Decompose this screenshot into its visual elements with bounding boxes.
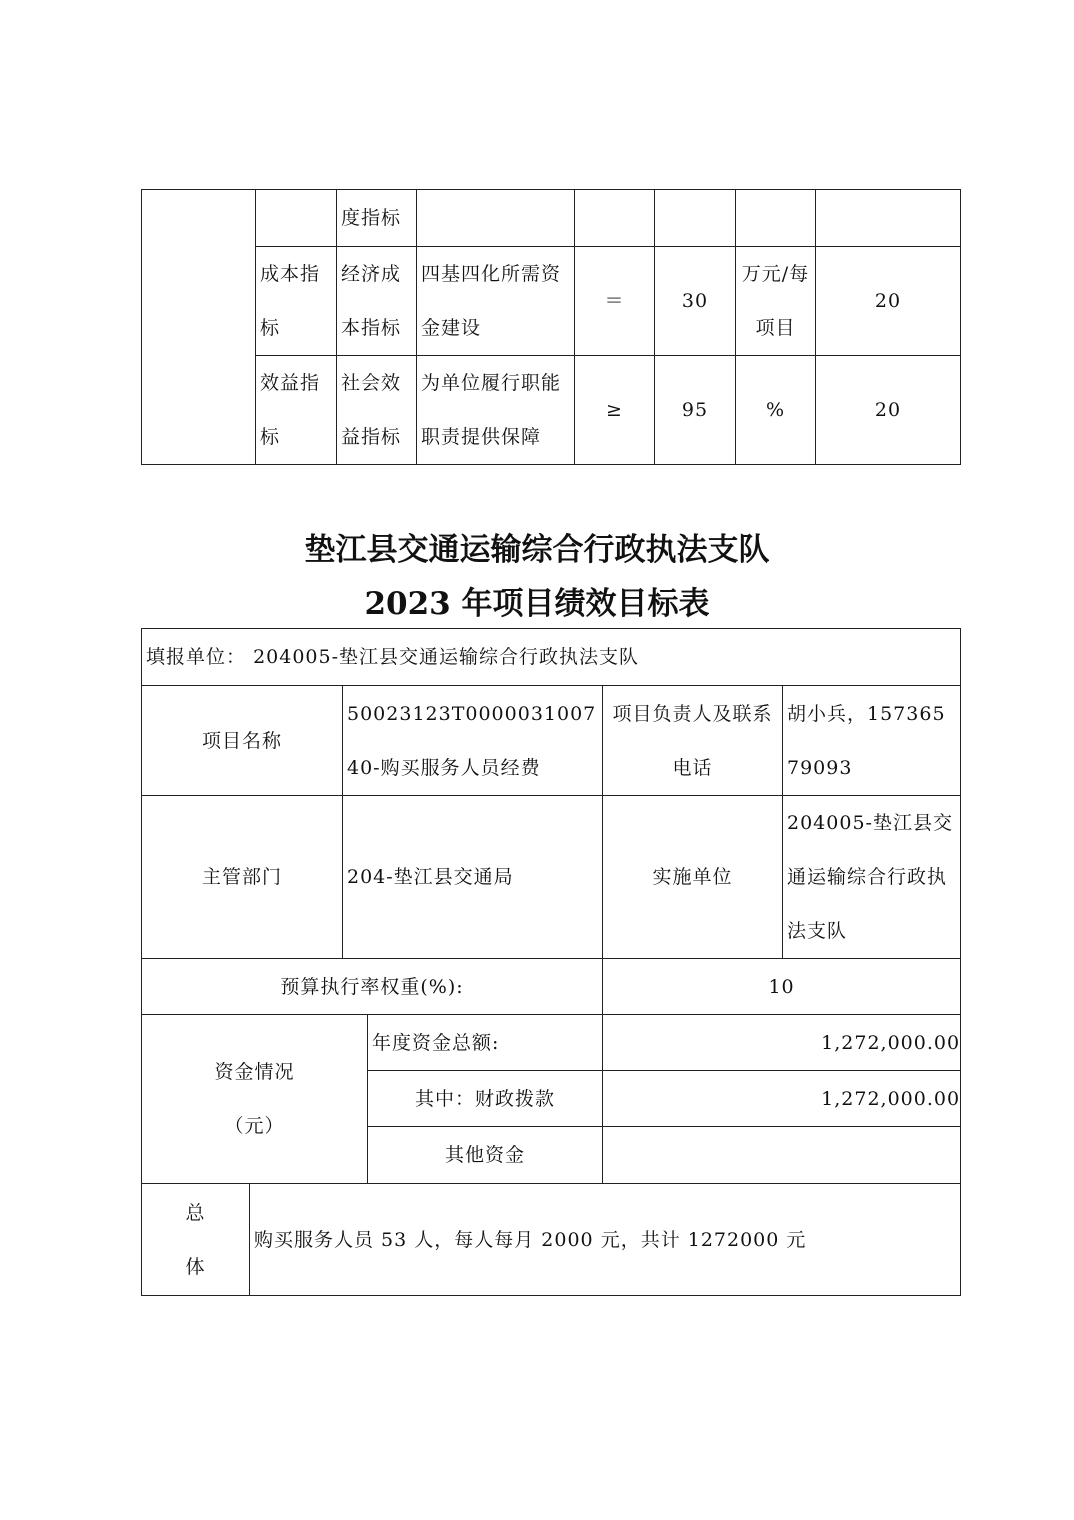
cell-empty: [417, 190, 575, 247]
fiscal-allocation-label: 其中：财政拨款: [368, 1071, 603, 1127]
project-name-value: 50023123T000003100740-购买服务人员经费: [343, 686, 603, 796]
target-value: 30: [655, 247, 736, 356]
level1-indicator: 成本指标: [256, 247, 337, 356]
project-owner-label: 项目负责人及联系电话: [603, 686, 783, 796]
overall-label: [142, 1184, 250, 1296]
project-name-label: 项目名称: [142, 686, 343, 796]
category-cell-empty: [142, 190, 256, 465]
project-owner-value: 胡小兵，15736579093: [783, 686, 961, 796]
operator: ≥: [575, 356, 655, 465]
unit: 万元/每项目: [736, 247, 816, 356]
cell-empty: [736, 190, 816, 247]
implementing-unit-value: 204005-垫江县交通运输综合行政执法支队: [783, 796, 961, 959]
fund-status-label-line2: （元）: [224, 1115, 285, 1137]
implementing-unit-label: 实施单位: [603, 796, 783, 959]
overall-label-line1: 总: [185, 1201, 206, 1224]
performance-target-table: [141, 628, 961, 1296]
cell-empty: [816, 190, 961, 247]
reporting-unit-label: 填报单位：: [146, 646, 247, 668]
weight: 20: [816, 247, 961, 356]
other-funds-value: [603, 1127, 961, 1184]
annual-total-value: 1,272,000.00: [603, 1015, 961, 1071]
fund-status-label-line1: 资金情况: [214, 1061, 295, 1083]
indicator-name: 为单位履行职能职责提供保障: [417, 356, 575, 465]
unit: %: [736, 356, 816, 465]
target-value: 95: [655, 356, 736, 465]
weight: 20: [816, 356, 961, 465]
other-funds-label: 其他资金: [368, 1127, 603, 1184]
page-title-line2: 2023 年项目绩效目标表: [364, 586, 710, 622]
level2-indicator: 经济成本指标: [337, 247, 417, 356]
overall-target-value: 购买服务人员 53 人，每人每月 2000 元，共计 1272000 元: [250, 1184, 961, 1296]
supervising-dept-value: 204-垫江县交通局: [343, 796, 603, 959]
operator: ＝: [575, 247, 655, 356]
level2-indicator: 度指标: [337, 190, 417, 247]
indicator-table-continued: [141, 189, 961, 465]
page-title-line1: 垫江县交通运输综合行政执法支队: [304, 532, 770, 568]
cell-empty: [575, 190, 655, 247]
cell-empty: [256, 190, 337, 247]
reporting-unit-row: [142, 629, 961, 686]
supervising-dept-label: 主管部门: [142, 796, 343, 959]
level1-indicator: 效益指标: [256, 356, 337, 465]
reporting-unit-value: 204005-垫江县交通运输综合行政执法支队: [253, 646, 640, 668]
level2-indicator: 社会效益指标: [337, 356, 417, 465]
execution-rate-value: 10: [603, 959, 961, 1015]
fund-status-label: [142, 1015, 368, 1184]
annual-total-label: 年度资金总额:: [368, 1015, 603, 1071]
fiscal-allocation-value: 1,272,000.00: [603, 1071, 961, 1127]
cell-empty: [655, 190, 736, 247]
overall-label-line2: 体: [185, 1255, 206, 1278]
indicator-name: 四基四化所需资金建设: [417, 247, 575, 356]
execution-rate-label: 预算执行率权重(%):: [142, 959, 603, 1015]
